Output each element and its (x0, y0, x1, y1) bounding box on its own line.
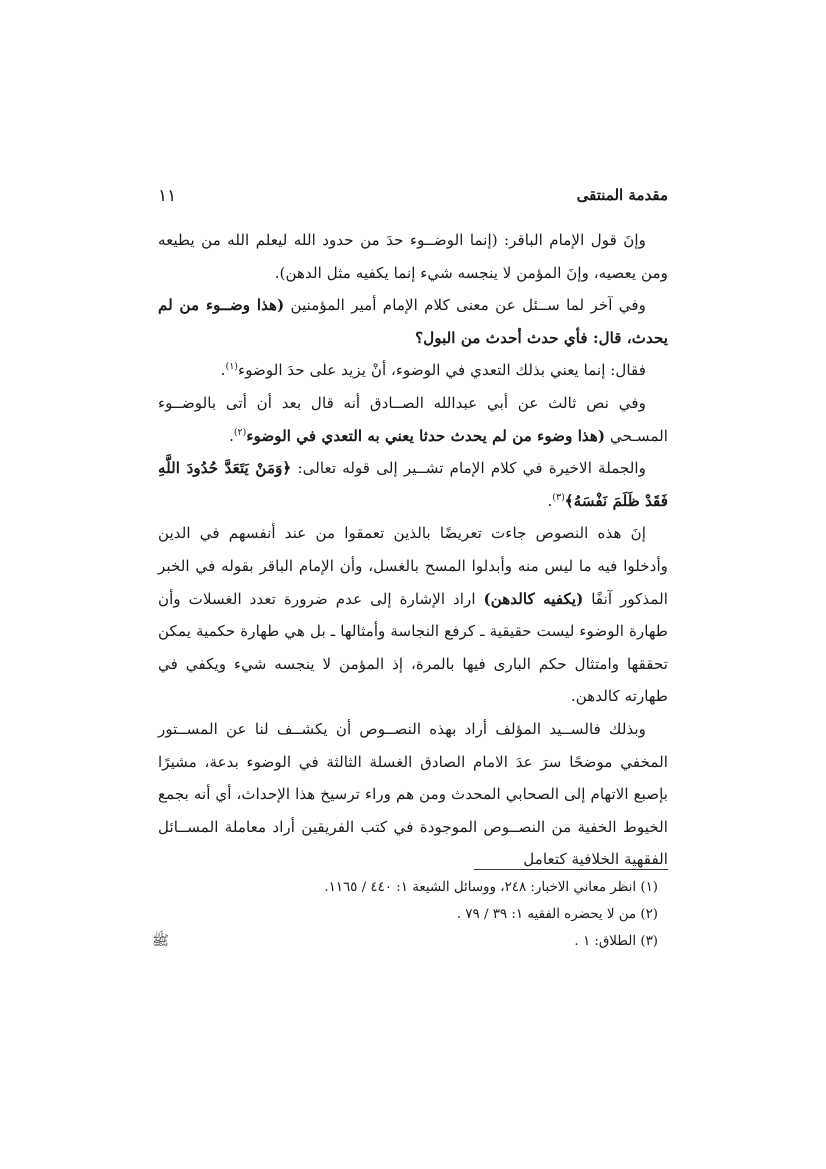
footnote-3: (٣) الطلاق: ١ . (574, 934, 658, 949)
ornament-glyph: ﷺ (152, 933, 169, 949)
bold-quote: (يكفيه كالدهن) (483, 589, 584, 608)
paragraph-6: إنَ هذه النصوص جاءت تعريضًا بالذين تعمقوا من عند أنفسهم في الدين وأدخلوا فيه ما ليس منه وأبدلوا المسح بالغسل، وأن الإمام الباقر بقوله في الخبر المذكور آنفًا (يكفيه كالدهن) اراد الإشارة إلى عدم ضرورة تعدد الغسلات وأن طهارة الوضوء ليست حقيقية ـ كرفع النجاسة وأمثالها ـ بل هي طهارة حكمية يمكن تحققها وامتثال حكم البارى فيها بالمرة، إذ المؤمن لا ينجسه شيء ويكفي في طهارته كالدهن. (158, 524, 668, 706)
footnote-ref-3[interactable]: (٣) (552, 491, 565, 503)
paragraph-1: وإنَ قول الإمام الباقر: (إنما الوضــوء حدَ من حدود الله ليعلم الله من يطيعه ومن يعصيه، وإنَ المؤمن لا ينجسه شيء إنما يكفيه مثل الدهن). (158, 231, 668, 282)
footnote-2: (٢) من لا يحضره الفقيه ١: ٣٩ / ٧٩ . (456, 907, 658, 922)
bold-quote: (هذا وضوء من لم يحدث حدثا يعني به التعدي في الوضوء (246, 426, 606, 445)
running-head: مقدمة المنتقى (576, 186, 668, 204)
footnotes (158, 874, 658, 955)
footnote-divider (474, 869, 668, 870)
footnote-ref-1[interactable]: (١) (225, 361, 239, 373)
main-text (158, 224, 668, 876)
bold-quote: (هذا وضــوء من لم يحدث، قال: فأي حدث أحدث من البول؟ (158, 296, 668, 347)
paragraph-7: وبذلك فالســيد المؤلف أراد بهذه النصــوص أن يكشــف لنا عن المســتور المخفي موضحًا سرَ عدَ الامام الصادق الغسلة الثالثة في الوضوء بدعة، مشيرًا بإصبع الاتهام إلى الصحابي المحدث ومن هم وراء ترسيخ هذا الإحداث، أي أنه بجمع الخيوط الخفية من النصــوص الموجودة في كتب الفريقين أراد معاملة المســائل الفقهية الخلافية كتعامل (158, 719, 668, 869)
paragraph-4: وفي نص ثالث عن أبي عبدالله الصــادق أنه قال بعد أن أتى بالوضــوء المسـحي (هذا وضوء من لم يحدث حدثا يعني به التعدي في الوضوء$^{(٢)}$. (158, 393, 668, 445)
page-header (158, 186, 668, 210)
footnote-1: (١) انظر معاني الاخبار: ٢٤٨، ووسائل الشيعة ١: ٤٤٠ / ١١٦٥. (324, 880, 658, 895)
footnote-ref-2[interactable]: (٢) (233, 426, 247, 438)
quran-verse: ﴿وَمَنْ يَتَعَدَّ حُدُودَ اللَّهِ فَقَدْ ظَلَمَ نَفْسَهُ﴾ (158, 459, 668, 510)
paragraph-2: وفي آخر لما ســئل عن معنى كلام الإمام أمير المؤمنين (هذا وضــوء من لم يحدث، قال: فأي حدث أحدث من البول؟ (158, 296, 668, 347)
paragraph-3: فقال: إنما يعني بذلك التعدي في الوضوء، أنْ يزيد على حدَ الوضوء$^{(١)}$. (220, 361, 646, 380)
paragraph-5: والجملة الاخيرة في كلام الإمام تشــير إلى قوله تعالى: ﴿وَمَنْ يَتَعَدَّ حُدُودَ اللَّهِ فَقَدْ ظَلَمَ نَفْسَهُ﴾$^{(٣)}$. (158, 459, 668, 510)
page-number: ١١ (158, 186, 177, 206)
